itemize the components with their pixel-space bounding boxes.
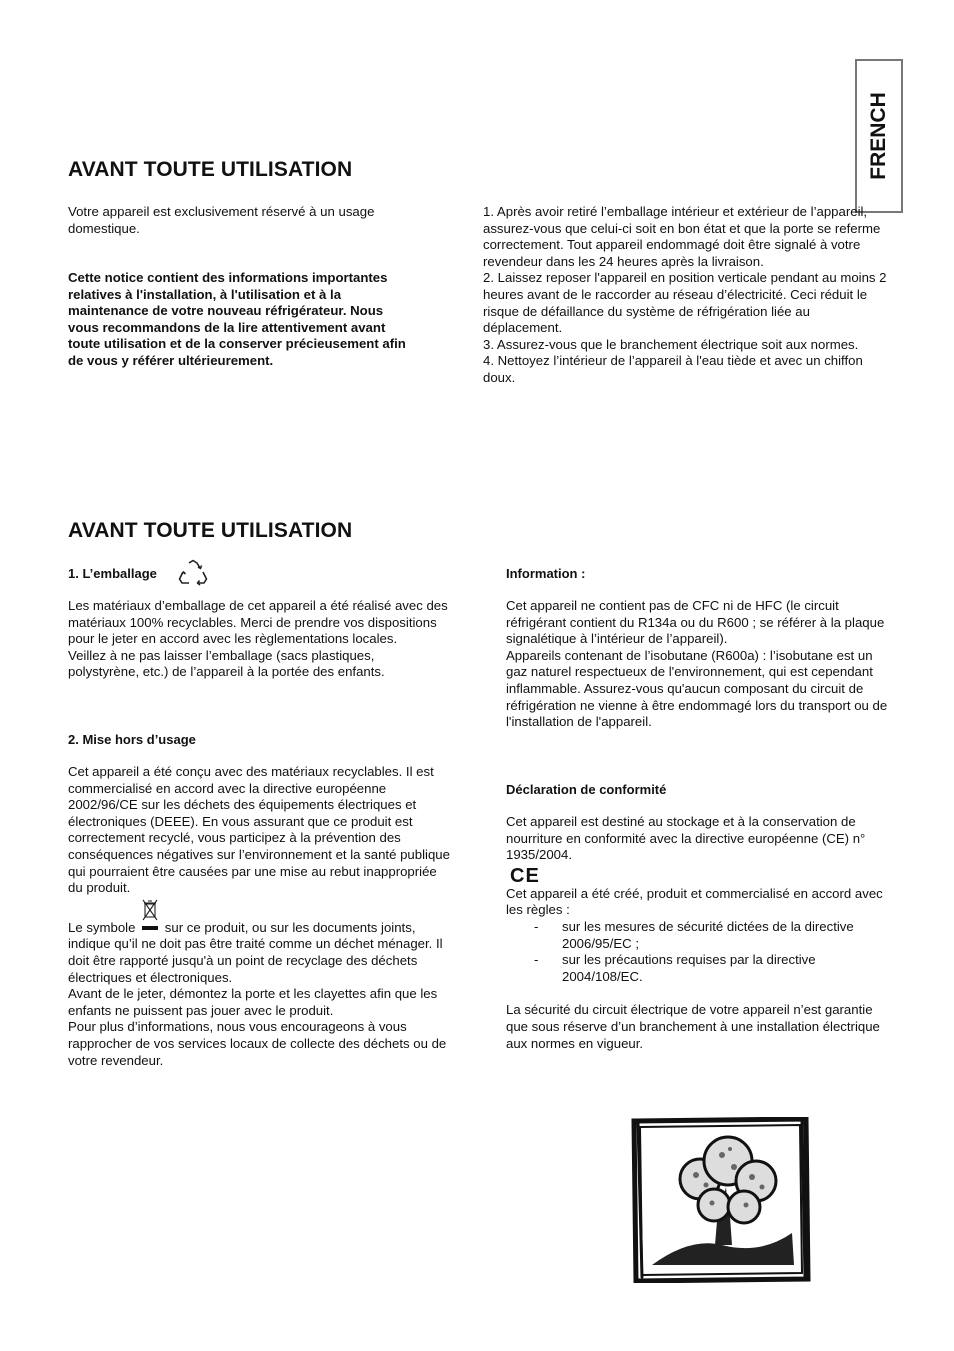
disposal-body	[68, 764, 452, 1069]
ce-mark-row	[506, 864, 890, 886]
packaging-heading: 1. L’emballage	[68, 566, 157, 581]
ce-mark-icon: CE	[510, 864, 540, 887]
disposal-p4: Pour plus d’informations, nous vous encourageons à vous rapprocher de vos services locaux de collecte des déchets ou de votre revendeur.	[68, 1019, 447, 1068]
step-4: 4. Nettoyez l’intérieur de l’appareil à l'eau tiède et avec un chiffon doux.	[483, 353, 863, 385]
disposal-p3: Avant de le jeter, démontez la porte et les clayettes afin que les enfants ne puissent pas jouer avec le produit.	[68, 986, 438, 1018]
conformity-p1: Cet appareil est destiné au stockage et à la conservation de nourriture en conformité avec la directive européenne (CE) n° 1935/2004.	[506, 814, 866, 863]
information-body	[506, 598, 888, 731]
information-p1: Cet appareil ne contient pas de CFC ni de HFC (le circuit réfrigérant contient du R134a ou du R600 ; se référer à la plaque signalétique à l’intérieur de l’appareil).	[506, 598, 885, 647]
information-heading: Information :	[506, 566, 586, 581]
step-1: 1. Après avoir retiré l’emballage intérieur et extérieur de l’appareil, assurez-vous que celui-ci soit en bon état et que la porte se referme correctement. Tout appareil endommagé doit être signalé à votre revendeur dans les 24 heures après la livraison.	[483, 204, 881, 269]
language-tab-label: FRENCH	[867, 92, 890, 180]
information-p2: Appareils contenant de l’isobutane (R600a) : l’isobutane est un gaz naturel respectueux de l'environnement, qui est cependant inflammable. Assurez-vous qu'aucun composant du circuit de réfrigération ne vienne à être endommagé lors du transport ou de l'installation de l'appareil.	[506, 647, 888, 730]
step-2: 2. Laissez reposer l'appareil en position verticale pendant au moins 2 heures avant de le raccorder au réseau d’électricité. Ceci réduit le risque de défaillance du système de réfrigération liée au déplacement.	[483, 270, 887, 336]
notice-text: Cette notice contient des informations importantes relatives à l'installation, à l'utilisation et à la maintenance de votre nouveau réfrigérateur. Nous vous recommandons de la lire attentivement avant toute utilisation et de la conserver précieusement afin de vous y référer ultérieurement.	[68, 270, 406, 368]
disposal-p1: Cet appareil a été conçu avec des matériaux recyclables. Il est commercialisé en accord avec la directive européenne 2002/96/CE sur les déchets des équipements électriques et électroniques (DEEE). En vous assurant que ce produit est correctement recyclé, vous participez à la prévention des conséquences négatives sur l’environnement et la santé publique qui pourraient être causées par une mise au rebut inappropriée du produit.	[68, 764, 450, 896]
section1-intro	[68, 204, 413, 237]
tree-illustration-icon	[630, 1117, 812, 1283]
conformity-p2: Cet appareil a été créé, produit et commercialisé en accord avec les règles :	[506, 885, 883, 918]
disposal-heading: 2. Mise hors d’usage	[68, 732, 196, 747]
section2-title: AVANT TOUTE UTILISATION	[68, 519, 353, 542]
packaging-body	[68, 598, 448, 681]
packaging-heading-row	[68, 562, 268, 588]
step-3: 3. Assurez-vous que le branchement électrique soit aux normes.	[483, 336, 859, 352]
symbol-after: sur ce produit, ou sur les documents joints, indique qu’il ne doit pas être traité comme un déchet ménager. Il doit être rapporté jusqu'à un point de recyclage des déchets électriques et électroniques.	[68, 919, 443, 985]
section1-notice	[68, 270, 416, 370]
section1-steps	[483, 204, 887, 387]
packaging-p2: Veillez à ne pas laisser l’emballage (sacs plastiques, polystyrène, etc.) de l’appareil à la portée des enfants.	[68, 647, 385, 680]
language-tab	[855, 59, 903, 213]
conformity-item-1-text: sur les mesures de sécurité dictées de la directive 2006/95/EC ;	[562, 918, 854, 951]
conformity-item-1: - sur les mesures de sécurité dictées de la directive 2006/95/EC ;	[534, 918, 854, 951]
crossed-out-bin-icon	[140, 918, 160, 932]
intro-text: Votre appareil est exclusivement réservé à un usage domestique.	[68, 204, 375, 236]
conformity-heading: Déclaration de conformité	[506, 782, 667, 797]
symbol-before: Le symbole	[68, 919, 136, 935]
packaging-p1: Les matériaux d’emballage de cet appareil a été réalisé avec des matériaux 100% recyclables. Merci de prendre vos dispositions pour le jeter en accord avec les règlementations locales.	[68, 598, 448, 647]
section1-title: AVANT TOUTE UTILISATION	[68, 158, 353, 181]
conformity-p3: La sécurité du circuit électrique de votre appareil n’est garantie que sous réserve d’un branchement à une installation électrique aux normes en vigueur.	[506, 1002, 880, 1051]
conformity-item-2-text: sur les précautions requises par la directive 2004/108/EC.	[562, 952, 816, 984]
disposal-symbol-paragraph	[68, 918, 452, 986]
recycle-icon	[178, 559, 208, 587]
conformity-item-2: - sur les précautions requises par la directive 2004/108/EC.	[534, 952, 816, 984]
conformity-body	[506, 814, 890, 1052]
